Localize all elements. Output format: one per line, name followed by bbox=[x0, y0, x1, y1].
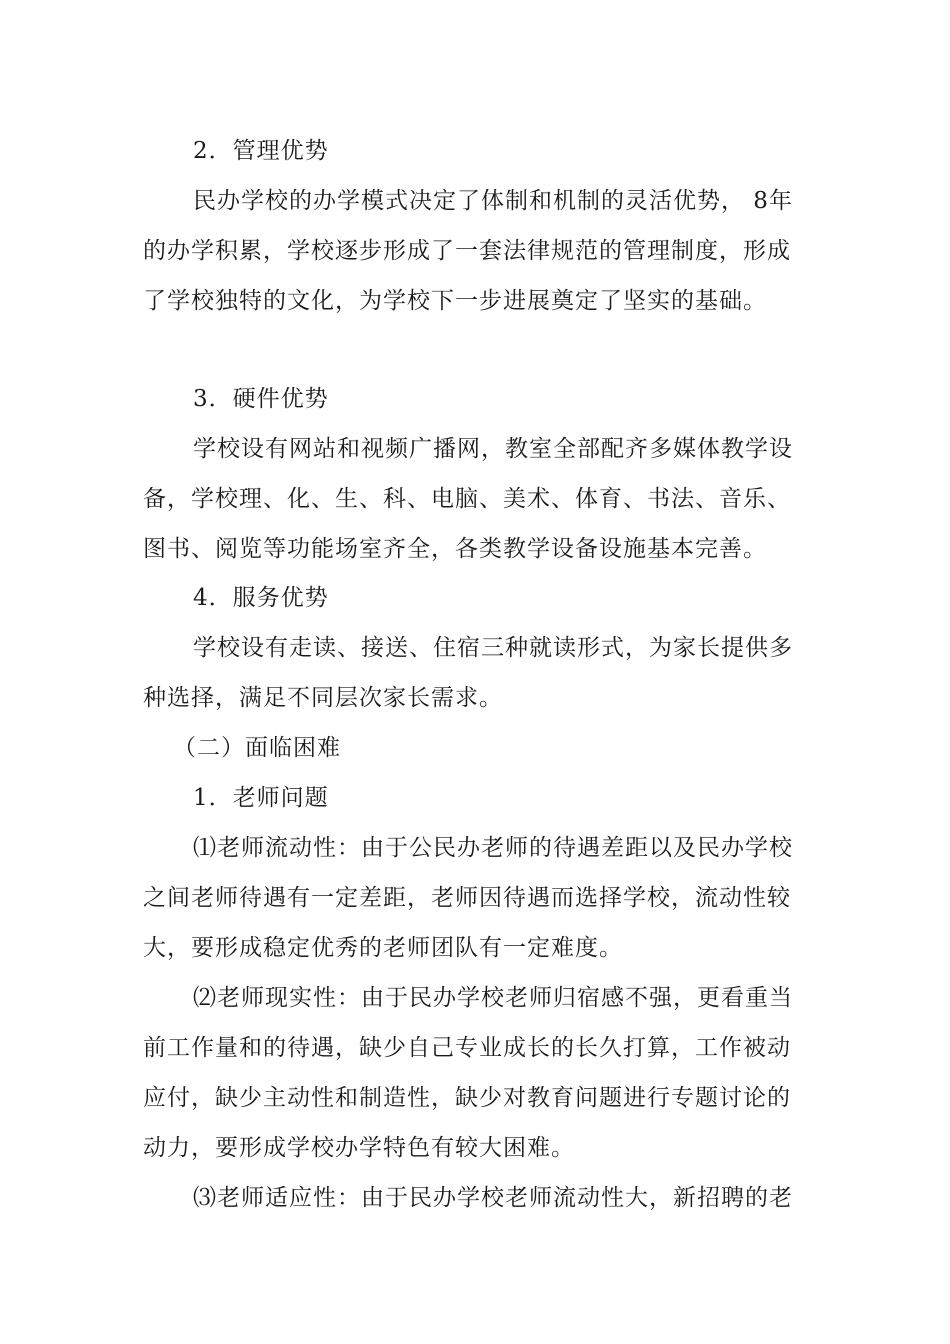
paragraph-line: 大，要形成稳定优秀的老师团队有一定难度。 bbox=[143, 935, 623, 961]
paragraph-line: 学校设有走读、接送、住宿三种就读形式，为家长提供多 bbox=[193, 635, 793, 661]
heading-management-advantage: 2．管理优势 bbox=[193, 138, 329, 164]
paragraph-line: 图书、阅览等功能场室齐全，各类教学设备设施基本完善。 bbox=[143, 536, 767, 562]
paragraph-line: 学校设有网站和视频广播网，教室全部配齐多媒体教学设 bbox=[193, 436, 793, 462]
paragraph-line: 之间老师待遇有一定差距，老师因待遇而选择学校，流动性较 bbox=[143, 885, 791, 911]
paragraph-line: 了学校独特的文化，为学校下一步进展奠定了坚实的基础。 bbox=[143, 288, 767, 314]
paragraph-line: ⑴老师流动性：由于公民办老师的待遇差距以及民办学校 bbox=[193, 835, 793, 861]
heading-service-advantage: 4．服务优势 bbox=[193, 585, 329, 611]
heading-difficulties: （二）面临困难 bbox=[173, 735, 341, 761]
paragraph-line: 备，学校理、化、生、科、电脑、美术、体育、书法、音乐、 bbox=[143, 486, 791, 512]
paragraph-line: 种选择，满足不同层次家长需求。 bbox=[143, 685, 503, 711]
heading-hardware-advantage: 3．硬件优势 bbox=[193, 386, 329, 412]
paragraph-line: 动力，要形成学校办学特色有较大困难。 bbox=[143, 1135, 575, 1161]
paragraph-line: ⑶老师适应性：由于民办学校老师流动性大，新招聘的老 bbox=[193, 1185, 793, 1211]
paragraph-line: 的办学积累，学校逐步形成了一套法律规范的管理制度，形成 bbox=[143, 238, 791, 264]
paragraph-line: 应付，缺少主动性和制造性，缺少对教育问题进行专题讨论的 bbox=[143, 1085, 791, 1111]
heading-teacher-issues: 1．老师问题 bbox=[193, 785, 329, 811]
paragraph-line: 前工作量和的待遇，缺少自己专业成长的长久打算，工作被动 bbox=[143, 1035, 791, 1061]
paragraph-line: 民办学校的办学模式决定了体制和机制的灵活优势， 8年 bbox=[193, 188, 793, 214]
paragraph-line: ⑵老师现实性：由于民办学校老师归宿感不强，更看重当 bbox=[193, 985, 793, 1011]
